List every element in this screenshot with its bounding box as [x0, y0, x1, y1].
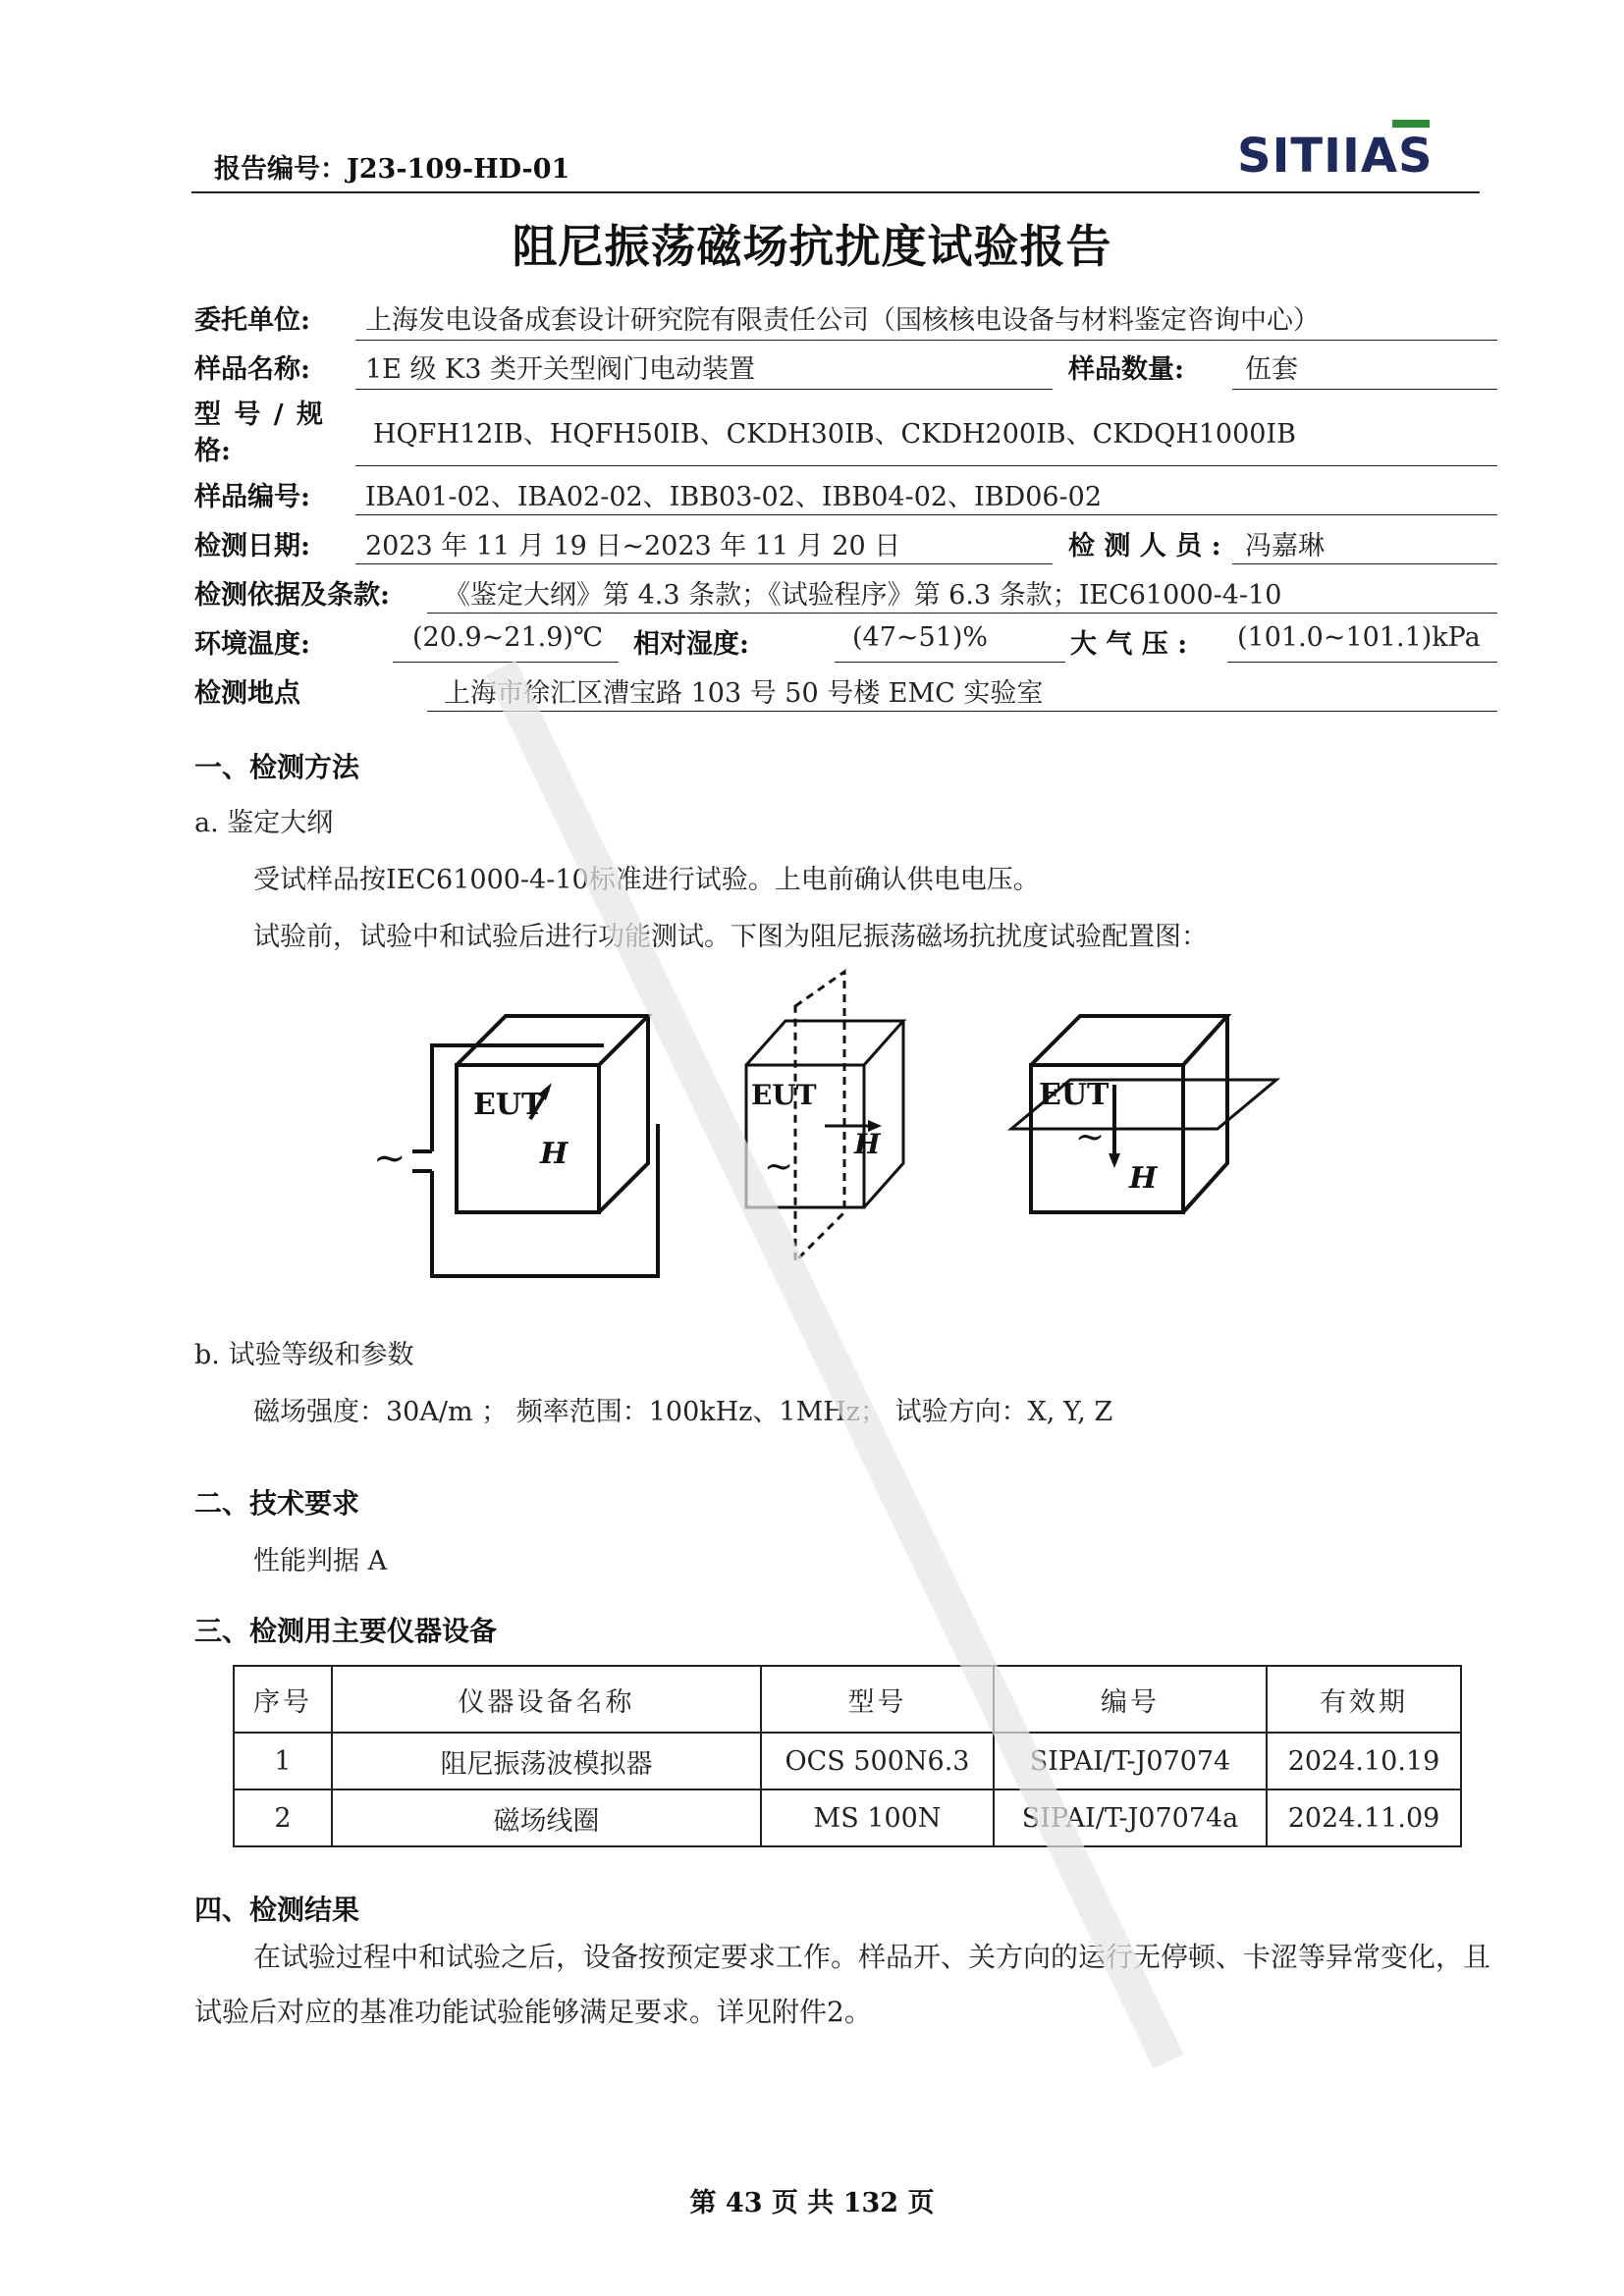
location-underline	[427, 711, 1497, 712]
cell-model: OCS 500N6.3	[761, 1733, 994, 1789]
inspector-value: 冯嘉琳	[1245, 531, 1325, 561]
field-label-3: H	[1129, 1161, 1158, 1196]
temp-value: (20.9~21.9)℃	[412, 622, 604, 653]
model-label-line2: 格:	[194, 436, 231, 466]
temp-label: 环境温度:	[194, 629, 310, 660]
company-logo	[1237, 118, 1483, 187]
client-underline	[355, 340, 1497, 341]
humidity-underline	[835, 662, 1065, 663]
section1-sub-a: a. 鉴定大纲	[194, 808, 334, 838]
cell-index: 1	[234, 1733, 332, 1789]
humidity-value: (47~51)%	[852, 622, 989, 653]
config-figure-x	[373, 1016, 658, 1276]
basis-value: 《鉴定大纲》第 4.3 条款；《试验程序》第 6.3 条款；IEC61000-4-10	[444, 580, 1282, 611]
performance-criterion: 性能判据 A	[253, 1546, 388, 1576]
header-divider	[191, 191, 1480, 193]
col-header-validity: 有效期	[1267, 1666, 1461, 1733]
eut-box-top	[457, 1016, 648, 1065]
source-symbol-1: ~	[373, 1136, 406, 1181]
sample-qty-label: 样品数量:	[1068, 354, 1184, 385]
sample-id-underline	[355, 514, 1497, 515]
section1-line1: 受试样品按IEC61000-4-10标准进行试验。上电前确认供电电压。	[253, 865, 1040, 895]
section1-line2: 试验前，试验中和试验后进行功能测试。下图为阻尼振荡磁场抗扰度试验配置图：	[253, 922, 1208, 952]
section1-title: 一、检测方法	[194, 751, 360, 783]
inspector-label: 检 测 人 员 :	[1068, 531, 1221, 561]
report-number: 报告编号：J23-109-HD-01	[214, 154, 570, 185]
cell-id: SIPAI/T-J07074	[994, 1733, 1267, 1789]
eut-box-side-3	[1183, 1016, 1227, 1212]
sample-id-value: IBA01-02、IBA02-02、IBB03-02、IBB04-02、IBD06-02	[365, 482, 1103, 512]
cell-validity: 2024.10.19	[1267, 1733, 1461, 1789]
cell-name: 磁场线圈	[332, 1789, 761, 1846]
source-symbol-2: ~	[764, 1147, 794, 1187]
model-value: HQFH12IB、HQFH50IB、CKDH30IB、CKDH200IB、CKDQH1000IB	[373, 419, 1296, 450]
col-header-name: 仪器设备名称	[332, 1666, 761, 1733]
eut-box-side-2	[864, 1021, 903, 1207]
eut-box-side	[599, 1016, 648, 1212]
col-header-id: 编号	[994, 1666, 1267, 1733]
col-header-model: 型号	[761, 1666, 994, 1733]
section3-title: 三、检测用主要仪器设备	[194, 1615, 498, 1647]
section1-sub-b: b. 试验等级和参数	[194, 1340, 414, 1370]
test-configuration-diagram	[363, 967, 1296, 1281]
field-arrowhead-z	[1109, 1153, 1120, 1168]
table-row	[234, 1789, 1461, 1846]
equipment-table	[233, 1665, 1462, 1847]
eut-label-2: EUT	[751, 1079, 817, 1111]
logo-accent-mark	[1392, 120, 1430, 128]
table-row	[234, 1733, 1461, 1789]
source-symbol-3: ~	[1075, 1117, 1106, 1157]
eut-box-top-2	[746, 1021, 903, 1065]
table-header-row	[234, 1666, 1461, 1733]
config-figure-y	[746, 972, 903, 1261]
location-value: 上海市徐汇区漕宝路 103 号 50 号楼 EMC 实验室	[444, 678, 1044, 709]
humidity-label: 相对湿度:	[633, 629, 749, 660]
client-label: 委托单位:	[194, 305, 310, 336]
pressure-label: 大 气 压 :	[1070, 629, 1188, 660]
cell-index: 2	[234, 1789, 332, 1846]
eut-label-1: EUT	[473, 1088, 544, 1122]
temp-underline	[393, 662, 619, 663]
vertical-coil-plane	[795, 972, 844, 1261]
result-paragraph: 在试验过程中和试验之后，设备按预定要求工作。样品开、关方向的运行无停顿、卡涩等异常变化，且试验后对应的基准功能试验能够满足要求。详见附件2。	[194, 1941, 1491, 2028]
field-label-2: H	[854, 1128, 881, 1160]
field-label-1: H	[540, 1137, 568, 1171]
client-value: 上海发电设备成套设计研究院有限责任公司（国核核电设备与材料鉴定咨询中心）	[365, 305, 1320, 336]
test-date-value: 2023 年 11 月 19 日~2023 年 11 月 20 日	[365, 531, 901, 561]
inspector-underline	[1232, 563, 1497, 564]
sample-qty-underline	[1232, 389, 1497, 390]
eut-label-3: EUT	[1039, 1078, 1110, 1112]
sample-name-label: 样品名称:	[194, 354, 310, 385]
basis-underline	[427, 613, 1497, 614]
section4-title: 四、检测结果	[194, 1894, 360, 1926]
model-underline	[355, 465, 1497, 466]
cell-validity: 2024.11.09	[1267, 1789, 1461, 1846]
eut-box-top-3	[1031, 1016, 1227, 1065]
cell-id: SIPAI/T-J07074a	[994, 1789, 1267, 1846]
cell-name: 阻尼振荡波模拟器	[332, 1733, 761, 1789]
test-date-underline	[355, 563, 1053, 564]
cell-model: MS 100N	[761, 1789, 994, 1846]
sample-name-value: 1E 级 K3 类开关型阀门电动装置	[365, 354, 755, 385]
config-figure-z	[1011, 1016, 1276, 1212]
model-label-line1: 型 号 / 规	[194, 400, 326, 430]
test-parameters: 磁场强度：30A/m ； 频率范围：100kHz、1MHz； 试验方向：X, Y, Z	[253, 1397, 1113, 1427]
page-number: 第 43 页 共 132 页	[689, 2188, 935, 2218]
sample-id-label: 样品编号:	[194, 482, 310, 512]
logo-text: SITIIAS	[1237, 129, 1434, 184]
location-label: 检测地点	[194, 678, 300, 709]
section2-title: 二、技术要求	[194, 1487, 360, 1520]
test-date-label: 检测日期:	[194, 531, 310, 561]
sample-name-underline	[355, 389, 1053, 390]
page-title: 阻尼振荡磁场抗扰度试验报告	[512, 220, 1112, 273]
pressure-underline	[1227, 662, 1497, 663]
sample-qty-value: 伍套	[1245, 354, 1298, 385]
basis-label: 检测依据及条款:	[194, 580, 390, 611]
pressure-value: (101.0~101.1)kPa	[1237, 622, 1481, 653]
watermark	[461, 628, 1208, 2101]
col-header-index: 序号	[234, 1666, 332, 1733]
